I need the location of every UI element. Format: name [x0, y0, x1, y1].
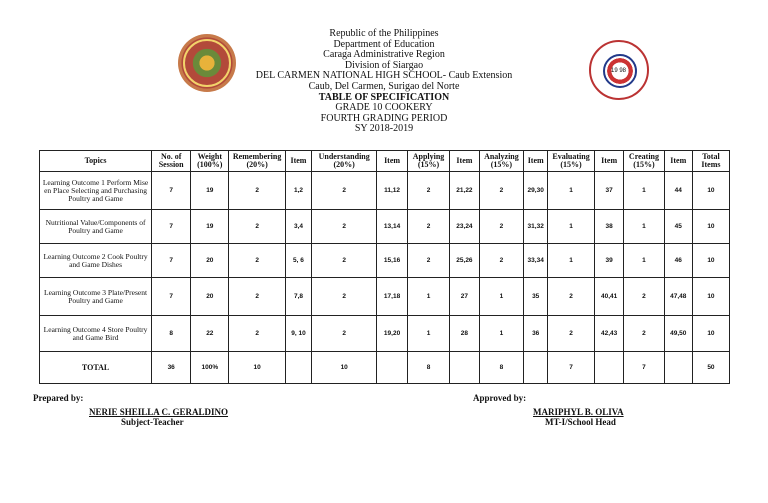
table-cell: 2: [312, 316, 377, 352]
table-cell: 19: [191, 210, 229, 244]
table-cell: 2: [548, 316, 595, 352]
table-cell: 1: [548, 244, 595, 278]
header-line: Department of Education: [333, 38, 435, 50]
table-cell: 2: [229, 278, 286, 316]
table-row: [40, 210, 730, 244]
total-cell: 8: [479, 352, 524, 384]
header-line: Caub, Del Carmen, Surigao del Norte: [308, 80, 460, 92]
column-header: Topics: [40, 151, 152, 172]
approved-by-block: [473, 393, 624, 427]
total-cell: 50: [692, 352, 729, 384]
table-cell: 29,30: [524, 172, 548, 210]
document-header: [0, 29, 768, 135]
table-cell: 22: [191, 316, 229, 352]
table-cell: 15,16: [377, 244, 407, 278]
approved-name: MARIPHYL B. OLIVA: [533, 407, 624, 417]
table-cell: 2: [479, 172, 524, 210]
prepared-name: NERIE SHEILLA C. GERALDINO: [89, 407, 229, 417]
table-cell: 27: [450, 278, 479, 316]
column-header: Item: [377, 151, 407, 172]
table-cell: 2: [229, 210, 286, 244]
subtitle: FOURTH GRADING PERIOD: [320, 112, 448, 124]
table-cell: 36: [524, 316, 548, 352]
table-cell: 17,18: [377, 278, 407, 316]
column-header: Item: [450, 151, 479, 172]
column-header: Total Items: [692, 151, 729, 172]
table-cell: 2: [312, 210, 377, 244]
prepared-by-block: [33, 393, 228, 427]
table-cell: 2: [229, 316, 286, 352]
total-cell: [664, 352, 692, 384]
table-cell: 25,26: [450, 244, 479, 278]
table-cell: 1: [624, 244, 664, 278]
column-header: Understanding (20%): [312, 151, 377, 172]
table-cell: 7: [152, 244, 191, 278]
column-header: No. of Session: [152, 151, 191, 172]
table-row: [40, 244, 730, 278]
topic-cell: Learning Outcome 1 Perform Mise en Place Selecting and Purchasing Poultry and Game: [40, 172, 152, 210]
table-cell: 1: [548, 172, 595, 210]
table-cell: 9, 10: [285, 316, 311, 352]
table-cell: 13,14: [377, 210, 407, 244]
total-cell: [450, 352, 479, 384]
total-label: TOTAL: [40, 352, 152, 384]
header-line: Division of Siargao: [344, 59, 424, 71]
table-cell: 46: [664, 244, 692, 278]
header-line: Caraga Administrative Region: [323, 49, 445, 61]
table-cell: 2: [229, 244, 286, 278]
table-cell: 8: [152, 316, 191, 352]
subtitle: SY 2018-2019: [354, 123, 414, 135]
total-cell: 8: [407, 352, 449, 384]
topic-cell: Nutritional Value/Components of Poultry and Game: [40, 210, 152, 244]
column-header: Item: [524, 151, 548, 172]
total-cell: [594, 352, 623, 384]
table-cell: 19: [191, 172, 229, 210]
table-cell: 42,43: [594, 316, 623, 352]
table-cell: 35: [524, 278, 548, 316]
table-cell: 1,2: [285, 172, 311, 210]
column-header: Remembering (20%): [229, 151, 286, 172]
table-cell: 28: [450, 316, 479, 352]
table-cell: 2: [312, 172, 377, 210]
table-cell: 1: [548, 210, 595, 244]
table-cell: 39: [594, 244, 623, 278]
column-header: Item: [664, 151, 692, 172]
school-seal-icon: 19 98: [589, 40, 649, 100]
approved-role: MT-I/School Head: [545, 417, 616, 427]
table-cell: 33,34: [524, 244, 548, 278]
table-cell: 2: [312, 244, 377, 278]
table-cell: 1: [407, 316, 449, 352]
table-cell: 2: [624, 278, 664, 316]
table-cell: 5, 6: [285, 244, 311, 278]
column-header: Item: [285, 151, 311, 172]
total-cell: 7: [624, 352, 664, 384]
table-row: [40, 172, 730, 210]
table-cell: 1: [407, 278, 449, 316]
table-cell: 45: [664, 210, 692, 244]
column-header: Item: [594, 151, 623, 172]
table-cell: 20: [191, 278, 229, 316]
table-cell: 1: [624, 172, 664, 210]
total-cell: 10: [229, 352, 286, 384]
table-cell: 11,12: [377, 172, 407, 210]
table-cell: 2: [407, 172, 449, 210]
table-cell: 44: [664, 172, 692, 210]
school-name: DEL CARMEN NATIONAL HIGH SCHOOL- Caub Extension: [255, 70, 513, 82]
total-cell: 36: [152, 352, 191, 384]
table-cell: 37: [594, 172, 623, 210]
table-cell: 10: [692, 210, 729, 244]
topic-cell: Learning Outcome 2 Cook Poultry and Game Dishes: [40, 244, 152, 278]
table-cell: 31,32: [524, 210, 548, 244]
table-cell: 21,22: [450, 172, 479, 210]
table-row: [40, 316, 730, 352]
column-header: Creating (15%): [624, 151, 664, 172]
table-cell: 47,48: [664, 278, 692, 316]
topic-cell: Learning Outcome 4 Store Poultry and Game Bird: [40, 316, 152, 352]
column-header: Evaluating (15%): [548, 151, 595, 172]
prepared-label: Prepared by:: [33, 393, 84, 403]
table-cell: 2: [229, 172, 286, 210]
table-cell: 2: [312, 278, 377, 316]
table-cell: 2: [407, 210, 449, 244]
table-cell: 2: [479, 244, 524, 278]
header-line: Republic of the Philippines: [329, 28, 439, 39]
column-header: Analyzing (15%): [479, 151, 524, 172]
table-header-row: [40, 151, 730, 172]
table-cell: 2: [624, 316, 664, 352]
topic-cell: Learning Outcome 3 Plate/Present Poultry and Game: [40, 278, 152, 316]
table-cell: 7,8: [285, 278, 311, 316]
table-cell: 10: [692, 244, 729, 278]
total-cell: [377, 352, 407, 384]
approved-label: Approved by:: [473, 393, 527, 403]
total-cell: [524, 352, 548, 384]
table-cell: 10: [692, 316, 729, 352]
table-cell: 10: [692, 172, 729, 210]
total-cell: 100%: [191, 352, 229, 384]
table-cell: 23,24: [450, 210, 479, 244]
table-cell: 10: [692, 278, 729, 316]
table-cell: 40,41: [594, 278, 623, 316]
table-row: [40, 278, 730, 316]
table-cell: 38: [594, 210, 623, 244]
table-cell: 3,4: [285, 210, 311, 244]
total-row: [40, 352, 730, 384]
table-cell: 7: [152, 210, 191, 244]
table-cell: 2: [407, 244, 449, 278]
column-header: Weight (100%): [191, 151, 229, 172]
table-cell: 7: [152, 278, 191, 316]
document-title: TABLE OF SPECIFICATION: [318, 91, 450, 103]
table-cell: 1: [479, 316, 524, 352]
table-cell: 19,20: [377, 316, 407, 352]
total-cell: 7: [548, 352, 595, 384]
table-cell: 1: [624, 210, 664, 244]
table-cell: 7: [152, 172, 191, 210]
table-cell: 2: [479, 210, 524, 244]
table-cell: 2: [548, 278, 595, 316]
table-cell: 49,50: [664, 316, 692, 352]
column-header: Applying (15%): [407, 151, 449, 172]
specification-table: [39, 150, 730, 384]
prepared-role: Subject-Teacher: [121, 417, 184, 427]
table-cell: 20: [191, 244, 229, 278]
subtitle: GRADE 10 COOKERY: [335, 102, 433, 114]
total-cell: [285, 352, 311, 384]
total-cell: 10: [312, 352, 377, 384]
table-cell: 1: [479, 278, 524, 316]
